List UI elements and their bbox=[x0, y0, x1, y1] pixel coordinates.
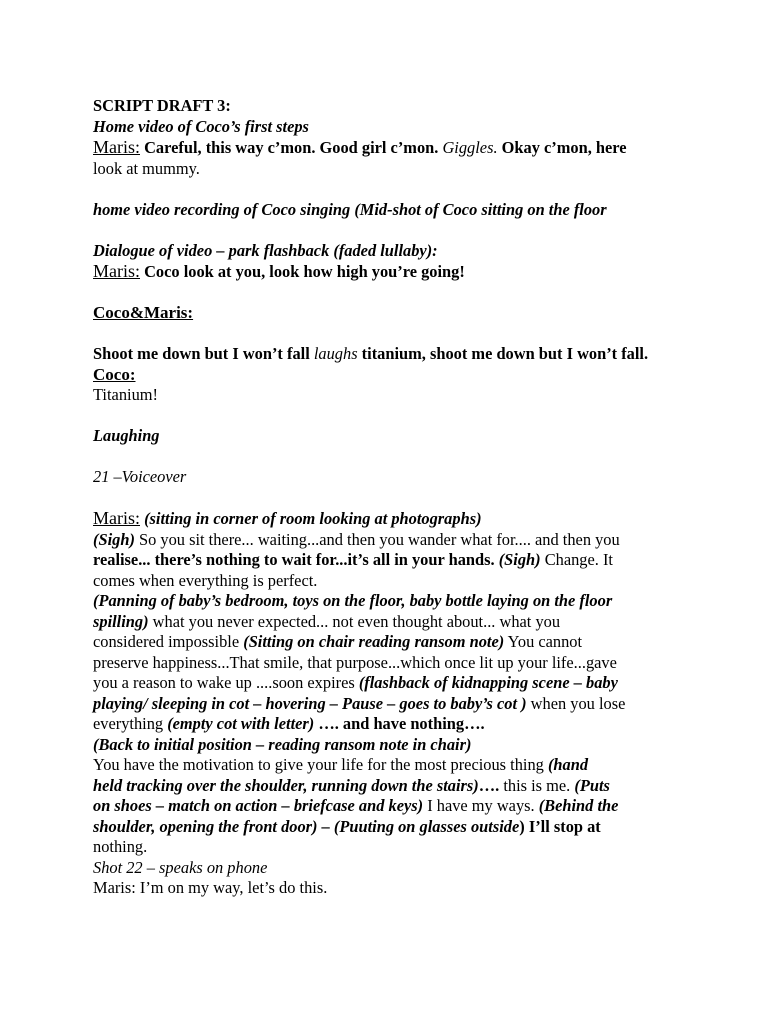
action-note: laughs bbox=[313, 344, 358, 363]
stage-direction: (Sigh) bbox=[494, 550, 541, 569]
speaker-name: Maris: bbox=[93, 508, 140, 528]
action-note: Giggles. bbox=[442, 138, 498, 157]
dialogue-text: Careful, this way c’mon. Good girl c’mon. bbox=[140, 138, 443, 157]
monologue-text: everything bbox=[93, 714, 168, 733]
song-lyrics bbox=[93, 344, 698, 365]
stage-direction: (Behind the bbox=[538, 796, 619, 815]
monologue-text: You have the motivation to give your life for the most precious thing bbox=[93, 755, 548, 774]
stage-direction: playing/ sleeping in cot – hovering – Pause – goes to baby’s cot ) bbox=[93, 693, 527, 713]
stage-direction: (Panning of baby’s bedroom, toys on the floor, baby bottle laying on the floor bbox=[93, 591, 613, 610]
stage-direction: (Sitting on chair reading ransom note) bbox=[243, 632, 505, 651]
monologue-text: So you sit there... waiting...and then you wander what for.... and then you bbox=[134, 529, 620, 549]
stage-direction: home video recording of Coco singing (Mid-shot of Coco sitting on the floor bbox=[93, 199, 607, 219]
monologue-text: comes when everything is perfect. bbox=[93, 570, 318, 590]
stage-direction: (flashback of kidnapping scene – baby bbox=[358, 673, 618, 692]
monologue-text: Change. It bbox=[540, 550, 613, 569]
character-heading: Coco&Maris: bbox=[93, 303, 194, 322]
lyric-text: Shoot me down but I won’t fall bbox=[93, 344, 314, 363]
document-title: SCRIPT DRAFT 3: bbox=[93, 96, 231, 115]
dialogue-text: Okay c’mon, here bbox=[497, 138, 627, 157]
dialogue-text: look at mummy. bbox=[93, 158, 200, 178]
dialogue-line bbox=[93, 261, 698, 283]
stage-direction: held tracking over the shoulder, running down the stairs) bbox=[93, 775, 479, 795]
monologue bbox=[93, 508, 698, 858]
shot-label: Shot 22 – speaks on phone bbox=[93, 857, 268, 877]
monologue-text: nothing. bbox=[93, 837, 148, 856]
monologue-text: this is me. bbox=[499, 775, 575, 795]
lyric-text: titanium, shoot me down but I won’t fall. bbox=[357, 344, 649, 363]
monologue-text: preserve happiness...That smile, that purpose...which once lit up your life...gave bbox=[93, 652, 617, 672]
stage-direction: (Sigh) bbox=[93, 529, 135, 549]
dialogue-text: Titanium! bbox=[93, 385, 158, 404]
stage-direction: Dialogue of video – park flashback (faded lullaby): bbox=[93, 240, 438, 260]
speaker-name: Maris: bbox=[93, 137, 140, 157]
monologue-text: when you lose bbox=[526, 693, 626, 713]
monologue-text: ) bbox=[519, 816, 525, 836]
stage-direction: (Puts bbox=[574, 775, 610, 795]
stage-direction: (Back to initial position – reading ransom note in chair) bbox=[93, 734, 472, 754]
monologue-text: you a reason to wake up ....soon expires bbox=[93, 673, 359, 692]
dialogue-line: Maris: I’m on my way, let’s do this. bbox=[93, 878, 328, 897]
stage-direction: (hand bbox=[547, 755, 589, 774]
dialogue-text: Coco look at you, look how high you’re going! bbox=[140, 262, 465, 281]
speaker-name: Maris: bbox=[93, 261, 140, 281]
shot-label: 21 –Voiceover bbox=[93, 467, 187, 486]
monologue-text: what you never expected... not even thought about... what you bbox=[148, 611, 561, 631]
stage-direction: (empty cot with letter) bbox=[167, 714, 315, 733]
stage-direction: on shoes – match on action – briefcase and keys) bbox=[93, 796, 424, 815]
monologue-text: considered impossible bbox=[93, 632, 244, 651]
character-heading: Coco: bbox=[93, 364, 136, 384]
stage-direction: Laughing bbox=[93, 426, 160, 445]
stage-direction: shoulder, opening the front door) – (Puuting on glasses outside bbox=[93, 816, 520, 836]
dialogue-line bbox=[93, 137, 698, 179]
monologue-text: realise... there’s nothing to wait for...it’s all in your hands. bbox=[93, 550, 495, 569]
monologue-text: …. and have nothing…. bbox=[314, 714, 485, 733]
stage-direction: (sitting in corner of room looking at photographs) bbox=[140, 509, 482, 528]
monologue-text: I have my ways. bbox=[423, 796, 539, 815]
scene-heading: Home video of Coco’s first steps bbox=[93, 116, 309, 136]
monologue-text: I’ll stop at bbox=[524, 816, 601, 836]
stage-direction: spilling) bbox=[93, 611, 149, 631]
monologue-text: …. bbox=[478, 775, 500, 795]
monologue-text: You cannot bbox=[504, 632, 583, 651]
